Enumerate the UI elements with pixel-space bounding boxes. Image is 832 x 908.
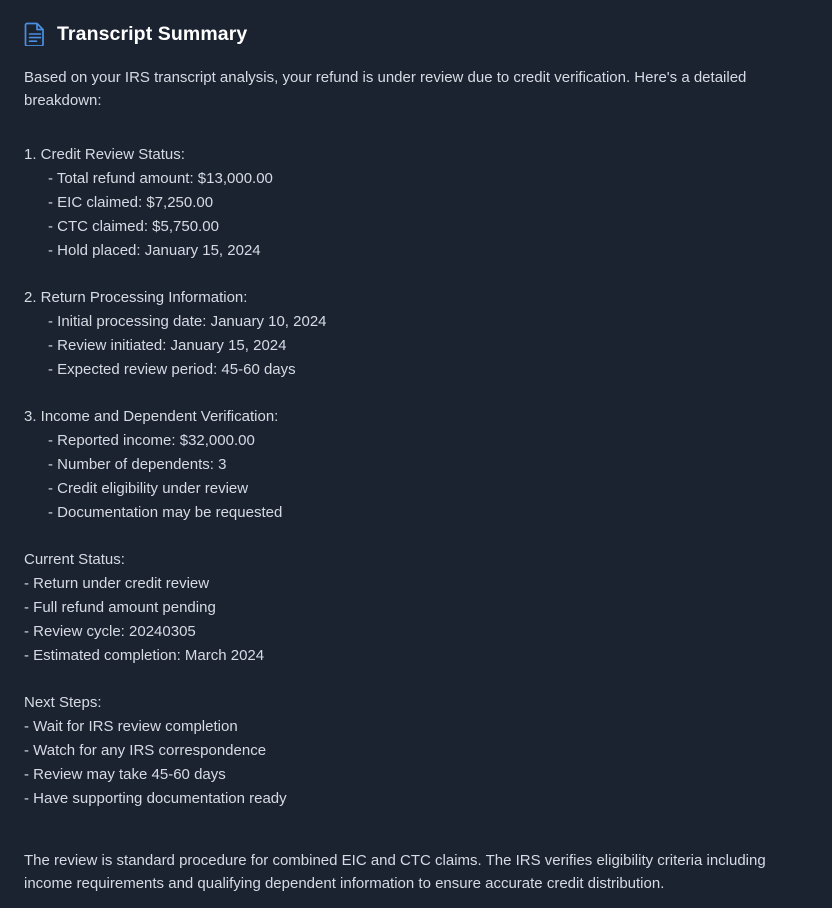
list-item: - Hold placed: January 15, 2024 — [48, 242, 261, 259]
list-item: - Have supporting documentation ready — [24, 790, 287, 807]
spacer — [24, 120, 808, 143]
list-item: - Estimated completion: March 2024 — [24, 647, 265, 664]
list-item: - Review cycle: 20240305 — [24, 623, 196, 640]
section-heading: 1. Credit Review Status: — [24, 146, 185, 163]
list-item: - Credit eligibility under review — [48, 480, 249, 497]
document-icon — [24, 22, 46, 46]
section-heading: 3. Income and Dependent Verification: — [24, 408, 279, 425]
section-heading: Next Steps: — [24, 694, 102, 711]
list-item: - Reported income: $32,000.00 — [48, 432, 255, 449]
list-item: - Wait for IRS review completion — [24, 718, 238, 735]
section-credit-review-status — [24, 143, 808, 263]
spacer — [24, 811, 808, 834]
list-item: - Total refund amount: $13,000.00 — [48, 170, 273, 187]
list-item: - Documentation may be requested — [48, 504, 283, 521]
list-item: - Review may take 45-60 days — [24, 766, 226, 783]
list-item: - Review initiated: January 15, 2024 — [48, 337, 287, 354]
list-item: - Full refund amount pending — [24, 599, 216, 616]
section-return-processing-information — [24, 286, 808, 382]
section-heading: Current Status: — [24, 551, 125, 568]
list-item: - EIC claimed: $7,250.00 — [48, 194, 214, 211]
section-heading: 2. Return Processing Information: — [24, 289, 248, 306]
list-item: - Initial processing date: January 10, 2024 — [48, 313, 327, 330]
spacer — [24, 263, 808, 286]
list-item: - Watch for any IRS correspondence — [24, 742, 267, 759]
list-item: - Expected review period: 45-60 days — [48, 361, 296, 378]
outro-paragraph: The review is standard procedure for combined EIC and CTC claims. The IRS verifies eligibility criteria including income requirements and qualifying dependent information to ensure accurate credit distribution. — [24, 852, 766, 892]
intro-paragraph: Based on your IRS transcript analysis, your refund is under review due to credit verification. Here's a detailed breakdown: — [24, 69, 747, 109]
list-item: - CTC claimed: $5,750.00 — [48, 218, 219, 235]
section-income-and-dependent-verification — [24, 405, 808, 525]
spacer — [24, 382, 808, 405]
section-next-steps — [24, 691, 808, 811]
list-item: - Return under credit review — [24, 575, 210, 592]
section-current-status — [24, 548, 808, 668]
spacer — [24, 668, 808, 691]
panel-header — [24, 22, 808, 46]
page-title: Transcript Summary — [57, 22, 248, 45]
list-item: - Number of dependents: 3 — [48, 456, 227, 473]
spacer — [24, 525, 808, 548]
